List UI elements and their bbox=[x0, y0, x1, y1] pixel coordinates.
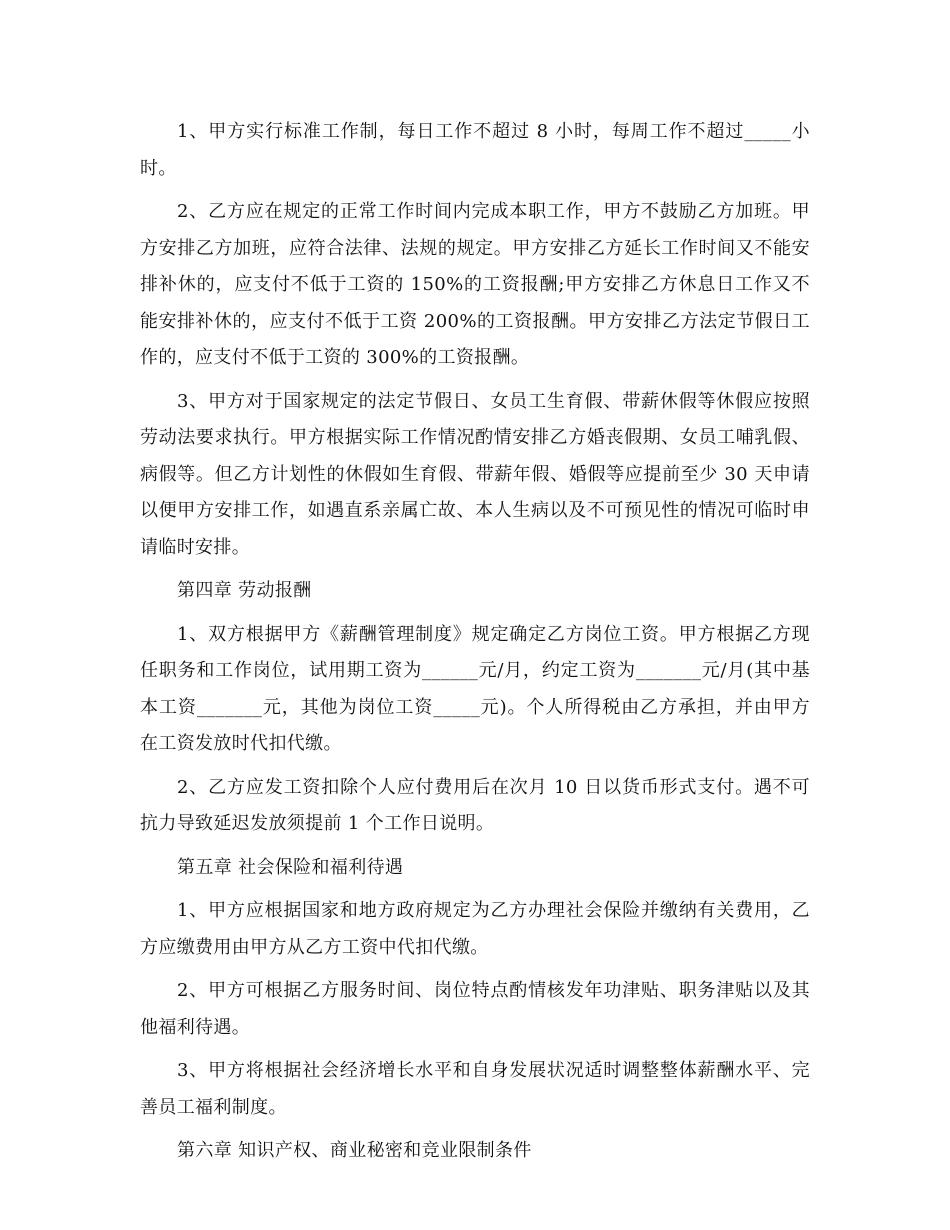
document-page bbox=[140, 114, 810, 1177]
chapter-6-heading: 第六章 知识产权、商业秘密和竞业限制条件 bbox=[177, 1140, 532, 1161]
clause-working-hours: 1、甲方实行标准工作制，每日工作不超过 8 小时，每周工作不超过_____小时。 bbox=[140, 121, 810, 179]
clause-allowances: 2、甲方可根据乙方服务时间、岗位特点酌情核发年功津贴、职务津贴以及其他福利待遇。 bbox=[140, 980, 810, 1038]
clause-overtime: 2、乙方应在规定的正常工作时间内完成本职工作，甲方不鼓励乙方加班。甲方安排乙方加班，应符合法律、法规的规定。甲方安排乙方延长工作时间又不能安排补休的，应支付不低于工资的 150%的工资报酬;甲方安排乙方休息日工作又不能安排补休的，应支付不低于工资 200%的工资报酬。甲方安排乙方法定节假日工作的，应支付不低于工资的 300%的工资报酬。 bbox=[140, 201, 810, 368]
clause-welfare-adjustment: 3、甲方将根据社会经济增长水平和自身发展状况适时调整整体薪酬水平、完善员工福利制度。 bbox=[140, 1060, 810, 1118]
clause-salary-payment: 2、乙方应发工资扣除个人应付费用后在次月 10 日以货币形式支付。遇不可抗力导致延迟发放须提前 1 个工作日说明。 bbox=[140, 776, 810, 834]
clause-leave: 3、甲方对于国家规定的法定节假日、女员工生育假、带薪休假等休假应按照劳动法要求执行。甲方根据实际工作情况酌情安排乙方婚丧假期、女员工哺乳假、病假等。但乙方计划性的休假如生育假、带薪年假、婚假等应提前至少 30 天申请以便甲方安排工作，如遇直系亲属亡故、本人生病以及不可预见性的情况可临时申请临时安排。 bbox=[140, 390, 810, 558]
clause-salary: 1、双方根据甲方《薪酬管理制度》规定确定乙方岗位工资。甲方根据乙方现任职务和工作岗位，试用期工资为______元/月，约定工资为_______元/月(其中基本工资_______元，其他为岗位工资_____元)。个人所得税由乙方承担，并由甲方在工资发放时代扣代缴。 bbox=[140, 623, 810, 754]
chapter-5-heading: 第五章 社会保险和福利待遇 bbox=[177, 856, 404, 878]
clause-social-insurance: 1、甲方应根据国家和地方政府规定为乙方办理社会保险并缴纳有关费用，乙方应缴费用由甲方从乙方工资中代扣代缴。 bbox=[140, 900, 810, 958]
chapter-4-heading: 第四章 劳动报酬 bbox=[177, 580, 312, 601]
